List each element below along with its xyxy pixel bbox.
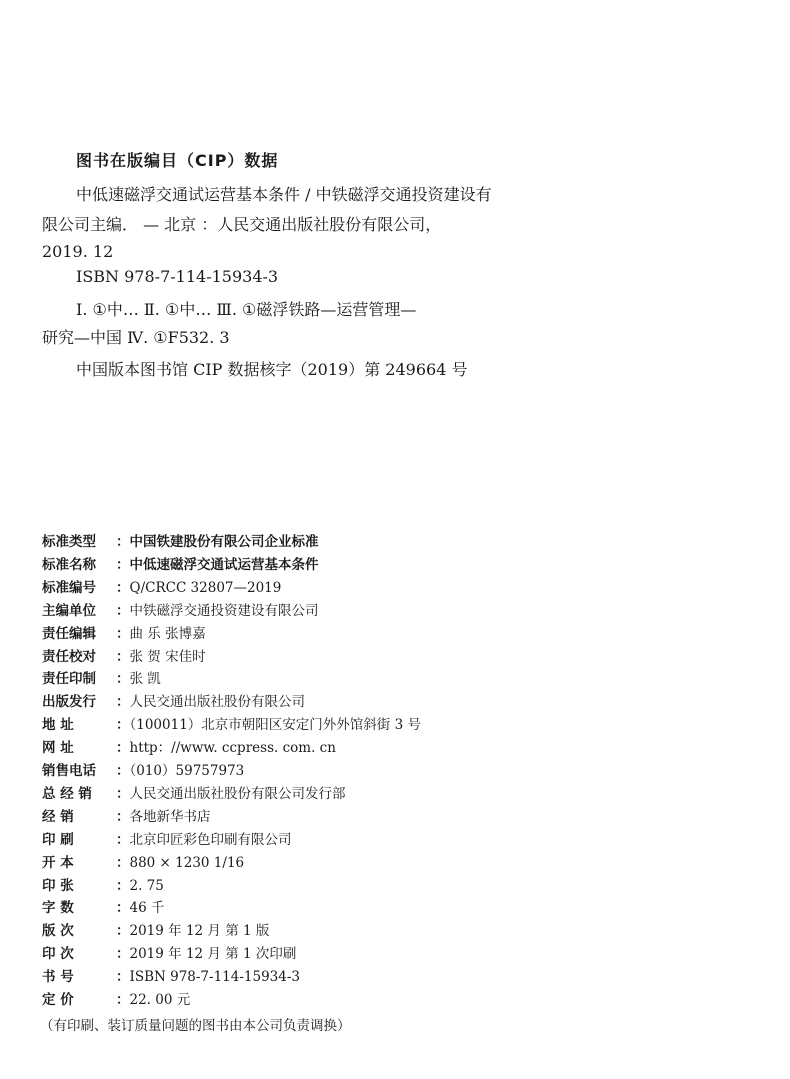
info-label: 开 本 xyxy=(42,854,74,871)
info-separator: ： xyxy=(116,946,130,963)
info-row xyxy=(42,785,346,803)
info-row xyxy=(42,945,296,963)
cip-title: 图书在版编目（CIP）数据 xyxy=(76,151,279,170)
info-row xyxy=(42,602,319,620)
info-row xyxy=(42,533,319,551)
info-label: 字 数 xyxy=(42,900,74,917)
info-value: http：//www. ccpress. com. cn xyxy=(129,740,336,757)
info-value: 张 凯 xyxy=(129,671,161,688)
info-separator: ： xyxy=(116,808,130,825)
info-label: 总 经 销 xyxy=(42,785,92,802)
info-separator: ： xyxy=(116,625,130,642)
info-label: 责任编辑 xyxy=(42,625,96,642)
cip-line-2: 限公司主编． — 北京 ：人民交通出版社股份有限公司， xyxy=(42,215,442,234)
info-label: 印 刷 xyxy=(42,831,74,848)
info-value: 各地新华书店 xyxy=(129,808,211,825)
info-value: 中铁磁浮交通投资建设有限公司 xyxy=(129,602,319,619)
info-value: 2019 年 12 月 第 1 次印刷 xyxy=(129,946,297,963)
cip-record-number: 中国版本图书馆 CIP 数据核字（2019）第 249664 号 xyxy=(76,360,468,379)
info-label: 地 址 xyxy=(42,717,74,734)
info-label: 经 销 xyxy=(42,808,74,825)
info-separator: ： xyxy=(116,992,130,1008)
info-value: 张 贺 宋佳时 xyxy=(129,648,206,665)
info-separator: ： xyxy=(116,763,130,779)
info-label: 标准名称 xyxy=(42,556,96,573)
cip-isbn-line: ISBN 978-7-114-15934-3 xyxy=(76,267,279,286)
cip-line-3: 2019. 12 xyxy=(42,242,114,261)
cip-line-1: 中低速磁浮交通试运营基本条件 / 中铁磁浮交通投资建设有 xyxy=(76,185,492,204)
info-separator: ： xyxy=(116,877,130,894)
info-value: 22. 00 元 xyxy=(129,992,191,1008)
info-separator: ： xyxy=(116,854,130,871)
info-separator: ： xyxy=(116,556,130,573)
info-value: 2019 年 12 月 第 1 版 xyxy=(129,923,270,940)
info-value: （100011）北京市朝阳区安定门外外馆斜街 3 号 xyxy=(129,717,421,734)
info-value: 2. 75 xyxy=(129,877,164,894)
info-label: 版 次 xyxy=(42,923,74,940)
info-row xyxy=(42,716,421,734)
cip-classification-line-1: Ⅰ. ①中… Ⅱ. ①中… Ⅲ. ①磁浮铁路—运营管理— xyxy=(76,300,417,319)
info-row xyxy=(42,556,319,574)
info-row xyxy=(42,808,211,826)
info-label: 标准编号 xyxy=(42,579,96,596)
info-label: 印 次 xyxy=(42,946,74,963)
info-label: 标准类型 xyxy=(42,534,96,550)
info-row xyxy=(42,899,164,917)
info-row xyxy=(42,648,206,666)
footer-note: （有印刷、装订质量问题的图书由本公司负责调换） xyxy=(40,1018,351,1034)
info-separator: ： xyxy=(116,579,130,596)
info-label: 责任印制 xyxy=(42,671,96,688)
info-separator: ： xyxy=(116,785,130,802)
info-row xyxy=(42,625,206,643)
info-value: 人民交通出版社股份有限公司 xyxy=(129,694,305,711)
info-value: 中低速磁浮交通试运营基本条件 xyxy=(129,556,319,573)
info-separator: ： xyxy=(116,740,130,757)
info-label: 书 号 xyxy=(42,969,74,986)
info-row xyxy=(42,854,244,872)
info-separator: ： xyxy=(116,969,130,986)
info-separator: ： xyxy=(116,831,130,848)
info-separator: ： xyxy=(116,694,130,711)
info-label: 出版发行 xyxy=(42,694,96,711)
info-label: 定 价 xyxy=(42,992,74,1008)
info-row xyxy=(42,877,164,895)
info-row xyxy=(42,831,292,849)
info-value: ISBN 978-7-114-15934-3 xyxy=(129,969,301,986)
info-value: 北京印匠彩色印刷有限公司 xyxy=(129,831,292,848)
info-value: 人民交通出版社股份有限公司发行部 xyxy=(129,785,346,802)
info-separator: ： xyxy=(116,900,130,917)
info-row xyxy=(42,670,161,688)
info-row xyxy=(42,968,300,986)
info-row xyxy=(42,991,190,1009)
info-separator: ： xyxy=(116,923,130,940)
info-separator: ： xyxy=(116,648,130,665)
info-row xyxy=(42,739,336,757)
info-separator: ： xyxy=(116,717,130,734)
info-separator: ： xyxy=(116,671,130,688)
info-value: （010）59757973 xyxy=(129,763,245,779)
info-value: Q/CRCC 32807—2019 xyxy=(129,579,282,596)
info-row xyxy=(42,922,269,940)
info-separator: ： xyxy=(116,534,130,550)
info-label: 主编单位 xyxy=(42,602,96,619)
info-value: 880 × 1230 1/16 xyxy=(129,854,245,871)
info-value: 中国铁建股份有限公司企业标准 xyxy=(129,534,319,550)
info-label: 责任校对 xyxy=(42,648,96,665)
info-row xyxy=(42,762,244,780)
info-row xyxy=(42,579,281,597)
cip-classification-line-2: 研究—中国 Ⅳ. ①F532. 3 xyxy=(42,328,230,347)
info-value: 46 千 xyxy=(129,900,165,917)
info-row xyxy=(42,693,305,711)
info-label: 销售电话 xyxy=(42,763,96,779)
info-separator: ： xyxy=(116,602,130,619)
info-value: 曲 乐 张博嘉 xyxy=(129,625,206,642)
info-label: 网 址 xyxy=(42,740,74,757)
info-label: 印 张 xyxy=(42,877,74,894)
